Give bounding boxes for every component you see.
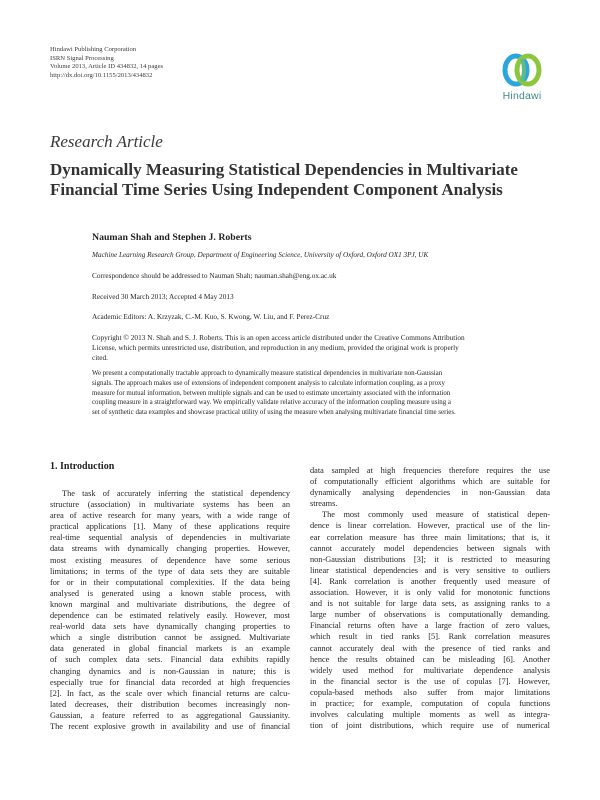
- body-line: copula-based methods also suffer from major limitations: [310, 687, 550, 697]
- body-line: involves calculating multiple moments as well as integra-: [310, 710, 550, 720]
- body-line: and is not suitable for large data sets, as assigning ranks to a: [310, 599, 550, 609]
- journal-name: ISRN Signal Processing: [50, 54, 114, 62]
- body-line: The most commonly used measure of statistical depen-: [322, 510, 550, 520]
- body-line: dynamically analysing dependencies in non-Gaussian data: [310, 488, 550, 498]
- abstract-line: coupling measure in a straightforward way. We empirically validate relative accuracy of the information coupling measure using a: [92, 399, 451, 407]
- abstract-line: set of synthetic data examples and showcase practical utility of using the measure when analysing multivariate financial time series.: [92, 409, 456, 417]
- body-line: practical applications [1]. Many of these applications require: [50, 522, 290, 532]
- body-line: of computationally efficient algorithms which are suitable for: [310, 477, 550, 487]
- body-line: data streams with dynamically changing properties. However,: [50, 544, 290, 554]
- body-line: streams.: [310, 499, 338, 509]
- body-line: cannot accurately deal with the presence of tied ranks and: [310, 643, 550, 653]
- article-type: Research Article: [50, 132, 163, 151]
- title-line: Financial Time Series Using Independent Component Analysis: [50, 180, 503, 199]
- body-line: in the financial sector is the use of copulas [7]. However,: [310, 676, 550, 686]
- body-line: limitations; in terms of the type of data sets they are suitable: [50, 566, 290, 576]
- body-line: large number of observations is computationally demanding.: [310, 610, 550, 620]
- body-line: real-world data sets have dynamically changing properties to: [50, 622, 290, 632]
- body-line: The task of accurately inferring the statistical dependency: [62, 489, 290, 498]
- copyright-line: Copyright © 2013 N. Shah and S. J. Roberts. This is an open access article distributed under the Creative Commons Attribution: [92, 333, 465, 342]
- body-line: for or in their computational complexities. If the data being: [50, 577, 290, 587]
- body-line: area of active research for many years, with a wide range of: [50, 511, 290, 521]
- body-line: ear correlation measure has three main limitations; that is, it: [310, 532, 550, 542]
- abstract-line: We present a computationally tractable approach to dynamically measure statistical dependencies in multivariate non-Gaussian: [92, 370, 443, 377]
- affiliation: Machine Learning Research Group, Department of Engineering Science, University of Oxford, Oxford OX1 3PJ, UK: [92, 251, 429, 259]
- article-title: [50, 160, 570, 200]
- body-line: Financial returns often have a large fraction of zero values,: [310, 621, 550, 631]
- body-line: data generated in global financial markets is an example: [50, 644, 290, 654]
- body-line: [2]. In fact, as the scale over which financial returns are calcu-: [50, 688, 290, 698]
- abstract-line: measure for mutual information, between multiple signals and can be used to estimate uncertainty associated with the information: [92, 389, 451, 397]
- body-line: The recent explosive growth in availability and use of financial: [50, 721, 290, 731]
- authors: Nauman Shah and Stephen J. Roberts: [92, 232, 252, 243]
- abstract: [92, 369, 552, 418]
- publisher-name: Hindawi Publishing Corporation: [50, 46, 137, 53]
- body-line: cannot accurately model dependencies between signals with: [310, 543, 550, 553]
- body-line: [4]. Rank correlation is another frequently used measure of: [310, 576, 550, 586]
- doi-link[interactable]: http://dx.doi.org/10.1155/2013/434832: [50, 72, 153, 80]
- publication-info: [50, 46, 163, 81]
- copyright-line: cited.: [92, 352, 109, 362]
- academic-editors: Academic Editors: A. Krzyzak, C.-M. Kuo, S. Kwong, W. Liu, and F. Perez-Cruz: [92, 312, 330, 321]
- copyright-line: License, which permits unrestricted use, distribution, and reproduction in any medium, provided the original work is properly: [92, 342, 459, 352]
- received-dates: Received 30 March 2013; Accepted 4 May 2013: [92, 292, 234, 301]
- body-line: lated decreases, their distribution becomes increasingly non-: [50, 699, 290, 709]
- body-line: which result in tied ranks [5]. Rank correlation measures: [310, 632, 550, 642]
- hindawi-logo-icon: [495, 48, 549, 90]
- body-line: Gaussian, a feature referred to as aggregational Gaussianity.: [50, 710, 290, 720]
- body-line: known marginal and multivariate distributions, the degree of: [50, 599, 290, 609]
- body-line: widely used method for multivariate dependence analysis: [310, 665, 550, 675]
- volume-info: Volume 2013, Article ID 434832, 14 pages: [50, 63, 164, 71]
- copyright-notice: [92, 333, 552, 362]
- logo-text: Hindawi: [502, 90, 542, 102]
- body-line: changing dynamics and is non-Gaussian in nature; this is: [50, 666, 290, 676]
- body-line: dence is linear correlation. However, practical use of the lin-: [310, 521, 550, 531]
- body-line: which a single distribution cannot be assigned. Multivariate: [50, 633, 290, 643]
- body-line: of such complex data sets. Financial data exhibits rapidly: [50, 655, 290, 665]
- left-column: [50, 488, 290, 732]
- section-heading: 1. Introduction: [50, 461, 115, 472]
- body-line: hence the results obtained can be misleading [6]. Another: [310, 654, 550, 664]
- body-line: linear statistical dependencies and is very sensitive to outliers: [310, 565, 550, 575]
- body-line: real-time sequential analysis of dependencies in multivariate: [50, 533, 290, 543]
- title-line: Dynamically Measuring Statistical Dependencies in Multivariate: [50, 160, 518, 179]
- body-line: especially true for financial data recorded at high frequencies: [50, 677, 290, 687]
- body-line: non-Gaussian distributions [3]; it is restricted to measuring: [310, 554, 550, 564]
- body-line: analysed is generated using a known stable process, with: [50, 588, 290, 598]
- right-column: [310, 465, 550, 731]
- body-line: structure (association) in multivariate systems has been an: [50, 500, 290, 510]
- body-line: tion of joint distributions, which require use of numerical: [310, 721, 550, 731]
- body-line: in practice; for example, computation of copula functions: [310, 698, 550, 708]
- body-line: most existing measures of dependence have some serious: [50, 555, 290, 565]
- correspondence: Correspondence should be addressed to Nauman Shah; nauman.shah@eng.ox.ac.uk: [92, 271, 337, 280]
- hindawi-logo: [495, 48, 549, 106]
- body-line: data sampled at high frequencies therefore requires the use: [310, 466, 550, 475]
- abstract-line: signals. The approach makes use of extensions of independent component analysis to calculate information coupling, as a proxy: [92, 379, 445, 387]
- body-line: dependence can be estimated relatively easily. However, most: [50, 611, 290, 621]
- body-line: association. However, it is only valid for monotonic functions: [310, 588, 550, 598]
